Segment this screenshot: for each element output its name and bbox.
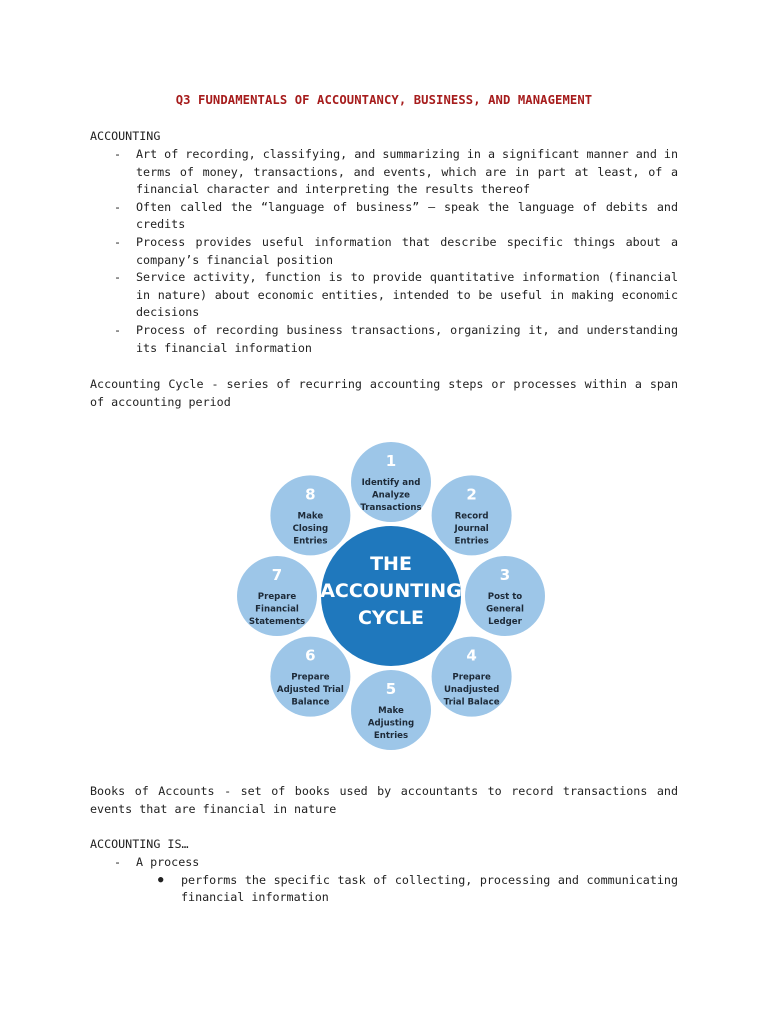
cycle-center [320,526,462,666]
cycle-step-number: 5 [385,680,397,698]
cycle-step-number: 8 [305,485,316,504]
cycle-step-label: Financial [255,604,299,615]
cycle-step-number: 6 [305,646,316,665]
cycle-step-8 [270,475,350,555]
cycle-step-label: Journal [454,523,489,534]
cycle-step-5 [351,670,431,750]
cycle-step-label: Balance [291,697,330,708]
cycle-step-number: 3 [499,566,511,584]
cycle-step-4 [432,637,512,717]
accounting-cycle-graphic [230,430,550,765]
list-item [90,854,678,907]
cycle-step-label: Transactions [360,503,422,513]
cycle-step-label: General [486,604,524,615]
cycle-step-number: 7 [271,566,283,584]
list-item: - Service activity, function is to provide quantitative information (financial in nature) about economic entities, intended to be useful in making economic decisions [90,269,678,322]
cycle-step-label: Make [378,706,404,716]
cycle-step-label: Entries [454,536,489,547]
cycle-center-label: ACCOUNTING [320,580,462,602]
accounting-cycle-diagram [230,430,550,765]
cycle-step-label: Adjusted Trial [276,685,344,696]
cycle-step-label: Closing [292,523,329,534]
cycle-step-number: 2 [466,485,477,504]
cycle-step-1 [351,442,431,522]
cycle-step-label: Identify and [361,478,421,488]
cycle-step-label: Post to [487,592,523,602]
cycle-step-label: Trial Balace [443,697,500,708]
cycle-step-label: Entries [373,731,409,741]
cycle-step-label: Record [454,511,489,522]
cycle-step-label: Prepare [452,672,491,683]
accounting-is-list [90,854,678,907]
list-item: - Art of recording, classifying, and summarizing in a significant manner and in terms of money, transactions, and events, which are in part at least, of a financial character and interpreting the results thereof [90,146,678,199]
cycle-step-label: Prepare [291,672,330,683]
cycle-step-label: Entries [293,536,328,547]
accounting-heading: ACCOUNTING [90,129,161,143]
cycle-center-label: CYCLE [357,607,425,629]
cycle-step-6 [270,637,350,717]
sub-list-item: ● performs the specific task of collecting, processing and communicating financial information [181,872,678,907]
cycle-step-label: Adjusting [367,718,415,729]
cycle-step-label: Ledger [488,617,522,627]
list-item: - Process provides useful information that describe specific things about a company’s financial position [90,234,678,269]
cycle-center-label: THE [370,553,412,575]
cycle-step-label: Statements [248,617,306,627]
accounting-is-sublist [136,872,678,907]
accounting-definition-list [90,146,678,357]
cycle-step-3 [465,556,545,636]
accounting-cycle-paragraph: Accounting Cycle - series of recurring accounting steps or processes within a span of accounting period [90,377,678,409]
accounting-is-heading: ACCOUNTING IS… [90,837,189,851]
cycle-step-label: Unadjusted [443,685,500,696]
cycle-step-label: Make [297,511,324,522]
cycle-step-number: 1 [385,452,397,470]
document-title: Q3 FUNDAMENTALS OF ACCOUNTANCY, BUSINESS, AND MANAGEMENT [175,93,593,107]
cycle-step-2 [432,475,512,555]
list-item-label: A process [136,855,200,869]
cycle-step-label: Analyze [372,490,410,501]
cycle-step-label: Prepare [257,592,297,602]
list-item: - Process of recording business transactions, organizing it, and understanding its financial information [90,322,678,357]
cycle-step-number: 4 [466,646,477,665]
list-item: - Often called the “language of business” — speak the language of debits and credits [90,199,678,234]
cycle-step-7 [237,556,317,636]
books-of-accounts-paragraph: Books of Accounts - set of books used by accountants to record transactions and events that are financial in nature [90,784,678,816]
